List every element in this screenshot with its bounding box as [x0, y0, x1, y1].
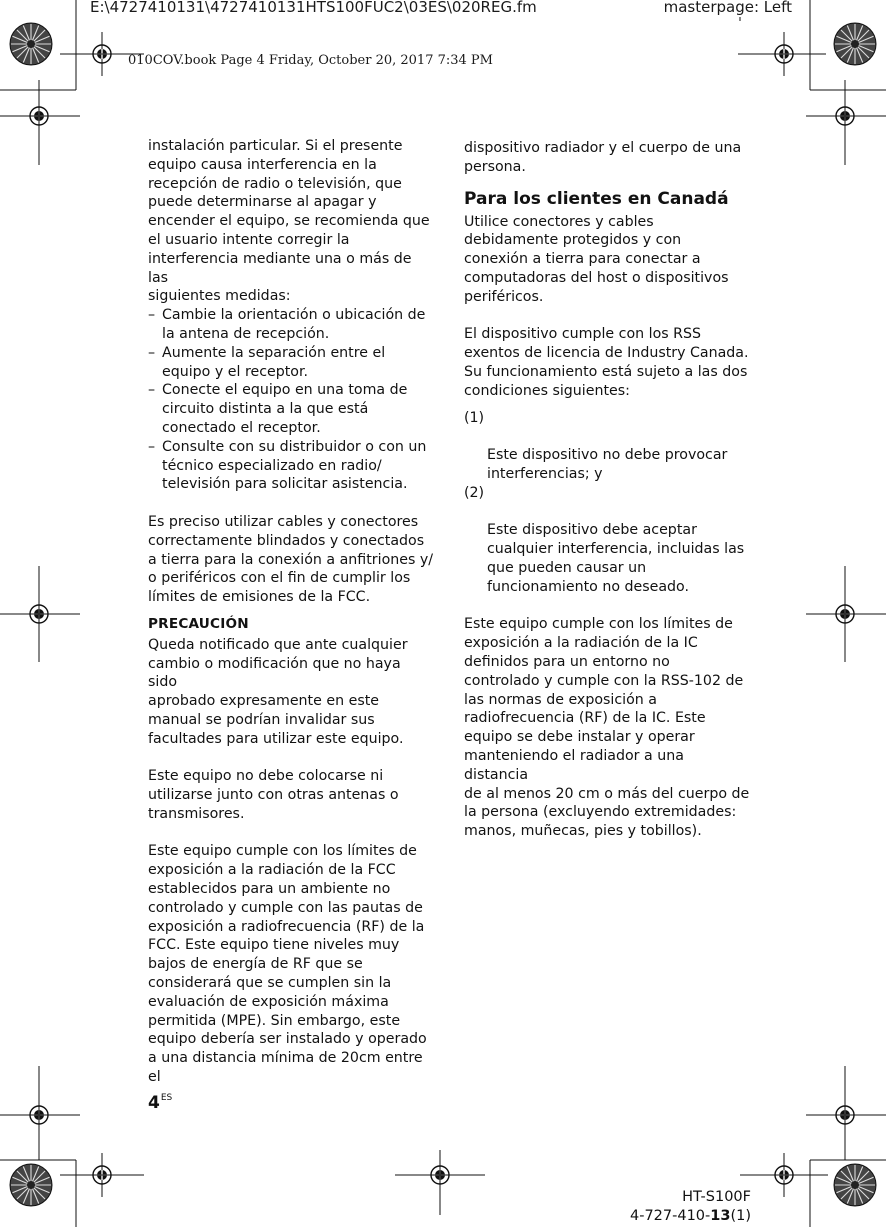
- canada-heading: Para los clientes en Canadá: [464, 188, 729, 209]
- list-item: – Conecte el equipo en una toma de circuito distinta a la que está conectado el receptor.: [148, 381, 434, 437]
- list-item: [464, 484, 752, 597]
- file-path-header: E:\4727410131\4727410131HTS100FUC2\03ES\020REG.fm: [90, 0, 537, 16]
- masterpage-label: masterpage: Left: [663, 0, 792, 16]
- canada-cables-paragraph: Utilice conectores y cables debidamente protegidos y con conexión a tierra para conectar a computadoras del host o dispositivos periféricos.: [464, 213, 729, 305]
- list-item: [464, 409, 752, 484]
- continuation-paragraph: dispositivo radiador y el cuerpo de una persona.: [464, 140, 742, 175]
- color-wheel-icon: [834, 1164, 876, 1206]
- right-column: [464, 139, 752, 841]
- page-number: $4^{ES}$: [148, 1093, 173, 1113]
- color-wheel-icon: [10, 23, 52, 65]
- conditions-list: [464, 409, 752, 597]
- list-item: – Cambie la orientación o ubicación de la antena de recepción.: [148, 306, 434, 344]
- rss-paragraph: El dispositivo cumple con los RSS exentos de licencia de Industry Canada. Su funcionamiento está sujeto a las dos condiciones siguientes:: [464, 326, 749, 399]
- shielded-cables-paragraph: Es preciso utilizar cables y conectores correctamente blindados y conectados a tierra para la conexión a anfitriones y/ o periféricos con el fin de cumplir los límites de emisiones de la FCC.: [148, 513, 434, 606]
- part-number: 4-727-410-13(1): [629, 1208, 751, 1224]
- color-wheel-icon: [10, 1164, 52, 1206]
- measures-list: [148, 306, 434, 494]
- page-language-suffix: ES: [160, 1093, 173, 1103]
- model-number: HT-S100F: [682, 1189, 751, 1205]
- color-wheel-icon: [834, 23, 876, 65]
- condition-number: (1): [464, 409, 485, 426]
- condition-text: Este dispositivo debe aceptar cualquier interferencia, incluidas las que pueden causar un funcionamiento no deseado.: [487, 522, 745, 595]
- condition-number: (2): [464, 484, 485, 501]
- condition-text: Este dispositivo no debe provocar interferencias; y: [487, 447, 728, 482]
- fcc-interference-paragraph: instalación particular. Si el presente equipo causa interferencia en la recepción de radio o televisión, que puede determinarse al apagar y encender el equipo, se recomienda que el usuario intente corregir la interferencia mediante una o más de las siguientes medidas:: [148, 138, 430, 305]
- antennas-paragraph: Este equipo no debe colocarse ni utilizarse junto con otras antenas o transmisores.: [148, 768, 399, 822]
- list-item: – Aumente la separación entre el equipo y el receptor.: [148, 344, 434, 382]
- caution-paragraph: Queda notificado que ante cualquier cambio o modificación que no haya sido aprobado expresamente en este manual se podrían invalidar sus facultades para utilizar este equipo.: [148, 636, 408, 747]
- ic-exposure-paragraph: Este equipo cumple con los límites de exposición a la radiación de la IC definidos para un entorno no controlado y cumple con la RSS-102 de las normas de exposición a radiofrecuencia (RF) de la IC. Este equipo se debe instalar y operar manteniendo el radiador a una distancia de al menos 20 cm o más del cuerpo de la persona (excluyendo extremidades: manos, muñecas, pies y tobillos).: [464, 616, 750, 840]
- list-item: – Consulte con su distribuidor o con un técnico especializado en radio/ televisión para solicitar asistencia.: [148, 438, 434, 494]
- book-info-line: 010COV.book Page 4 Friday, October 20, 2017 7:34 PM: [128, 53, 493, 68]
- left-column: [148, 137, 434, 1087]
- caution-heading: PRECAUCIÓN: [148, 615, 249, 632]
- fcc-exposure-paragraph: Este equipo cumple con los límites de exposición a la radiación de la FCC establecidos para un ambiente no controlado y cumple con las pautas de exposición a radiofrecuencia (RF) de la FCC. Este equipo tiene niveles muy bajos de energía de RF que se considerará que se cumplen sin la evaluación de exposición máxima permitida (MPE). Sin embargo, este equipo debería ser instalado y operado a una distancia mínima de 20cm entre el: [148, 843, 427, 1086]
